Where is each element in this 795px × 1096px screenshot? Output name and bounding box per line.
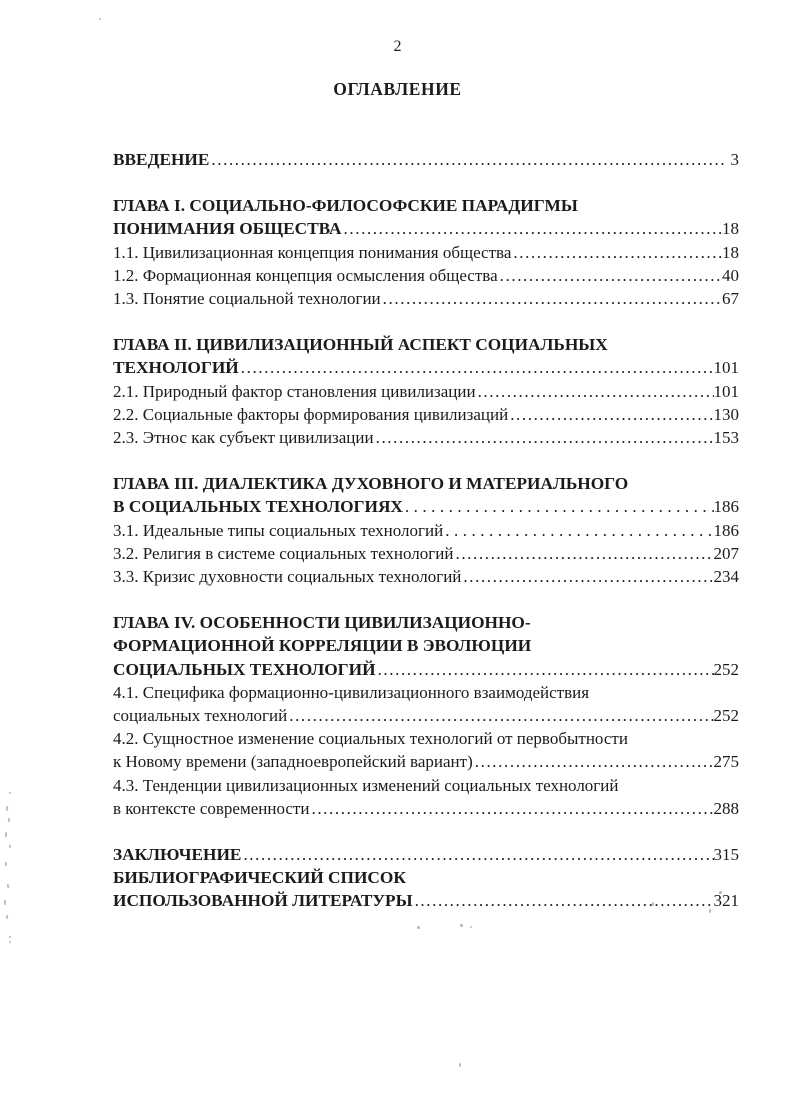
scan-artifact bbox=[5, 832, 7, 837]
toc-entry-line: ГЛАВА III. ДИАЛЕКТИКА ДУХОВНОГО И МАТЕРИАЛЬНОГО bbox=[113, 474, 629, 494]
toc-entry-line: ФОРМАЦИОННОЙ КОРРЕЛЯЦИИ В ЭВОЛЮЦИИ bbox=[113, 636, 532, 656]
toc-entry bbox=[113, 333, 739, 379]
toc-entry bbox=[113, 611, 739, 681]
toc-entry-line: 4.1. Специфика формационно-цивилизационного взаимодействия bbox=[113, 682, 590, 702]
toc-entry-row bbox=[113, 148, 739, 171]
toc-entry-row bbox=[113, 542, 739, 565]
scan-artifact bbox=[4, 900, 6, 905]
dot-leader bbox=[342, 217, 722, 240]
dot-leader bbox=[508, 403, 713, 426]
toc-page-number: 252 bbox=[713, 659, 739, 679]
toc-entry bbox=[113, 426, 739, 449]
dot-leader bbox=[413, 889, 714, 912]
scan-artifact bbox=[9, 792, 11, 794]
toc-entry-title: ПОНИМАНИЯ ОБЩЕСТВА bbox=[113, 219, 342, 239]
toc-entry-title: В СОЦИАЛЬНЫХ ТЕХНОЛОГИЯХ bbox=[113, 497, 403, 517]
toc-entry bbox=[113, 843, 739, 866]
toc-page-number: 315 bbox=[713, 845, 739, 865]
toc-entry bbox=[113, 403, 739, 426]
scan-artifact bbox=[9, 941, 11, 943]
scan-artifact bbox=[470, 926, 472, 928]
toc-entry-row bbox=[113, 565, 739, 588]
toc-page-number: 130 bbox=[713, 404, 739, 424]
page-number: 2 bbox=[393, 38, 402, 55]
toc-entry-row bbox=[113, 843, 739, 866]
toc-entry-row bbox=[113, 495, 739, 518]
toc-entry-row bbox=[113, 797, 739, 820]
toc-entry-title: СОЦИАЛЬНЫХ ТЕХНОЛОГИЙ bbox=[113, 659, 376, 679]
dot-leader bbox=[498, 264, 722, 287]
toc-entry-title: ИСПОЛЬЗОВАННОЙ ЛИТЕРАТУРЫ bbox=[113, 891, 413, 911]
toc-entry-row bbox=[113, 519, 739, 542]
dot-leader bbox=[403, 495, 714, 518]
toc-entry-title: 3.2. Религия в системе социальных технологий bbox=[113, 543, 454, 563]
scan-artifact bbox=[652, 902, 654, 906]
dot-leader bbox=[443, 519, 713, 542]
toc-entry bbox=[113, 565, 739, 588]
toc-entry-row bbox=[113, 356, 739, 379]
toc-entry bbox=[113, 194, 739, 240]
toc-entry-row bbox=[113, 264, 739, 287]
toc-page-number: 207 bbox=[713, 543, 739, 563]
scan-artifact bbox=[460, 924, 463, 927]
dot-leader bbox=[374, 426, 714, 449]
toc bbox=[113, 148, 739, 913]
toc-page-number: 3 bbox=[730, 150, 739, 169]
toc-entry-row bbox=[113, 403, 739, 426]
toc-page-number: 40 bbox=[722, 265, 739, 285]
scan-artifact bbox=[459, 1063, 461, 1067]
toc-entry bbox=[113, 472, 739, 518]
scan-artifact bbox=[417, 926, 420, 929]
toc-entry-title: в контексте современности bbox=[113, 798, 310, 818]
toc-entry-title: 3.3. Кризис духовности социальных технологий bbox=[113, 567, 462, 587]
toc-page-number: 252 bbox=[713, 706, 739, 726]
scan-artifact bbox=[7, 884, 10, 888]
scan-artifact bbox=[719, 891, 722, 894]
toc-entry bbox=[113, 727, 739, 773]
scan-artifact bbox=[9, 845, 12, 849]
toc-entry-row bbox=[113, 889, 739, 912]
toc-entry-title: ЗАКЛЮЧЕНИЕ bbox=[113, 845, 242, 865]
toc-entry bbox=[113, 380, 739, 403]
toc-entry-line: ГЛАВА I. СОЦИАЛЬНО-ФИЛОСОФСКИЕ ПАРАДИГМЫ bbox=[113, 196, 578, 216]
toc-page-number: 101 bbox=[713, 358, 739, 378]
toc-entry-row bbox=[113, 380, 739, 403]
toc-entry-row bbox=[113, 287, 739, 310]
page-title: ОГЛАВЛЕНИЕ bbox=[333, 79, 462, 99]
scan-artifact bbox=[6, 806, 9, 811]
dot-leader bbox=[473, 750, 714, 773]
scan-artifact bbox=[5, 862, 7, 866]
toc-entry-title: 2.1. Природный фактор становления цивилизации bbox=[113, 381, 476, 401]
toc-page-number: 321 bbox=[713, 891, 739, 911]
toc-entry-line: 4.3. Тенденции цивилизационных изменений социальных технологий bbox=[113, 775, 619, 795]
toc-entry-row bbox=[113, 658, 739, 681]
toc-entry-row bbox=[113, 217, 739, 240]
toc-page-number: 18 bbox=[722, 219, 739, 239]
toc-entry-line: 4.2. Сущностное изменение социальных технологий от первобытности bbox=[113, 729, 628, 749]
dot-leader bbox=[309, 797, 713, 820]
toc-entry-title: 2.3. Этнос как субъект цивилизации bbox=[113, 428, 374, 448]
toc-page-number: 234 bbox=[713, 567, 739, 587]
toc-page-number: 67 bbox=[722, 289, 739, 309]
scan-artifact bbox=[6, 915, 9, 919]
toc-entry-title: 3.1. Идеальные типы социальных технологий bbox=[113, 520, 444, 540]
toc-entry-line: БИБЛИОГРАФИЧЕСКИЙ СПИСОК bbox=[113, 868, 406, 888]
scan-artifact bbox=[9, 936, 11, 938]
scan-artifact bbox=[99, 18, 101, 20]
toc-page-number: 186 bbox=[713, 520, 739, 540]
toc-page-number: 275 bbox=[713, 752, 739, 772]
dot-leader bbox=[241, 843, 713, 866]
dot-leader bbox=[476, 380, 714, 403]
toc-entry bbox=[113, 866, 739, 912]
dot-leader bbox=[287, 704, 713, 727]
toc-page-number: 18 bbox=[722, 242, 739, 262]
toc-entry-title: социальных технологий bbox=[113, 706, 288, 726]
toc-page-number: 288 bbox=[713, 798, 739, 818]
toc-entry bbox=[113, 287, 739, 310]
toc-entry-title: ВВЕДЕНИЕ bbox=[113, 150, 210, 169]
toc-entry-line: ГЛАВА IV. ОСОБЕННОСТИ ЦИВИЛИЗАЦИОННО- bbox=[113, 613, 531, 633]
toc-entry bbox=[113, 241, 739, 264]
toc-entry bbox=[113, 148, 739, 171]
toc-entry bbox=[113, 681, 739, 727]
toc-entry-line: ГЛАВА II. ЦИВИЛИЗАЦИОННЫЙ АСПЕКТ СОЦИАЛЬНЫХ bbox=[113, 335, 608, 355]
toc-entry-title: 1.1. Цивилизационная концепция понимания общества bbox=[113, 242, 512, 262]
toc-entry-title: к Новому времени (западноевропейский вариант) bbox=[113, 752, 473, 772]
scan-artifact bbox=[8, 818, 11, 822]
toc-page-number: 101 bbox=[713, 381, 739, 401]
dot-leader bbox=[239, 356, 714, 379]
toc-page-number: 186 bbox=[713, 497, 739, 517]
toc-entry bbox=[113, 519, 739, 542]
toc-entry-row bbox=[113, 241, 739, 264]
dot-leader bbox=[461, 565, 713, 588]
toc-entry-row bbox=[113, 750, 739, 773]
scan-artifact bbox=[709, 909, 711, 913]
dot-leader bbox=[209, 148, 723, 171]
toc-entry-title: 1.2. Формационная концепция осмысления общества bbox=[113, 265, 498, 285]
dot-leader bbox=[453, 542, 713, 565]
dot-leader bbox=[376, 658, 714, 681]
toc-entry-row bbox=[113, 426, 739, 449]
toc-page-number: 153 bbox=[713, 428, 739, 448]
toc-entry-row bbox=[113, 704, 739, 727]
toc-entry-title: 1.3. Понятие социальной технологии bbox=[113, 289, 381, 309]
dot-leader bbox=[511, 241, 722, 264]
toc-entry bbox=[113, 264, 739, 287]
toc-entry bbox=[113, 542, 739, 565]
toc-entry-title: ТЕХНОЛОГИЙ bbox=[113, 358, 239, 378]
dot-leader bbox=[381, 287, 722, 310]
toc-entry-title: 2.2. Социальные факторы формирования цивилизаций bbox=[113, 404, 509, 424]
toc-entry bbox=[113, 774, 739, 820]
